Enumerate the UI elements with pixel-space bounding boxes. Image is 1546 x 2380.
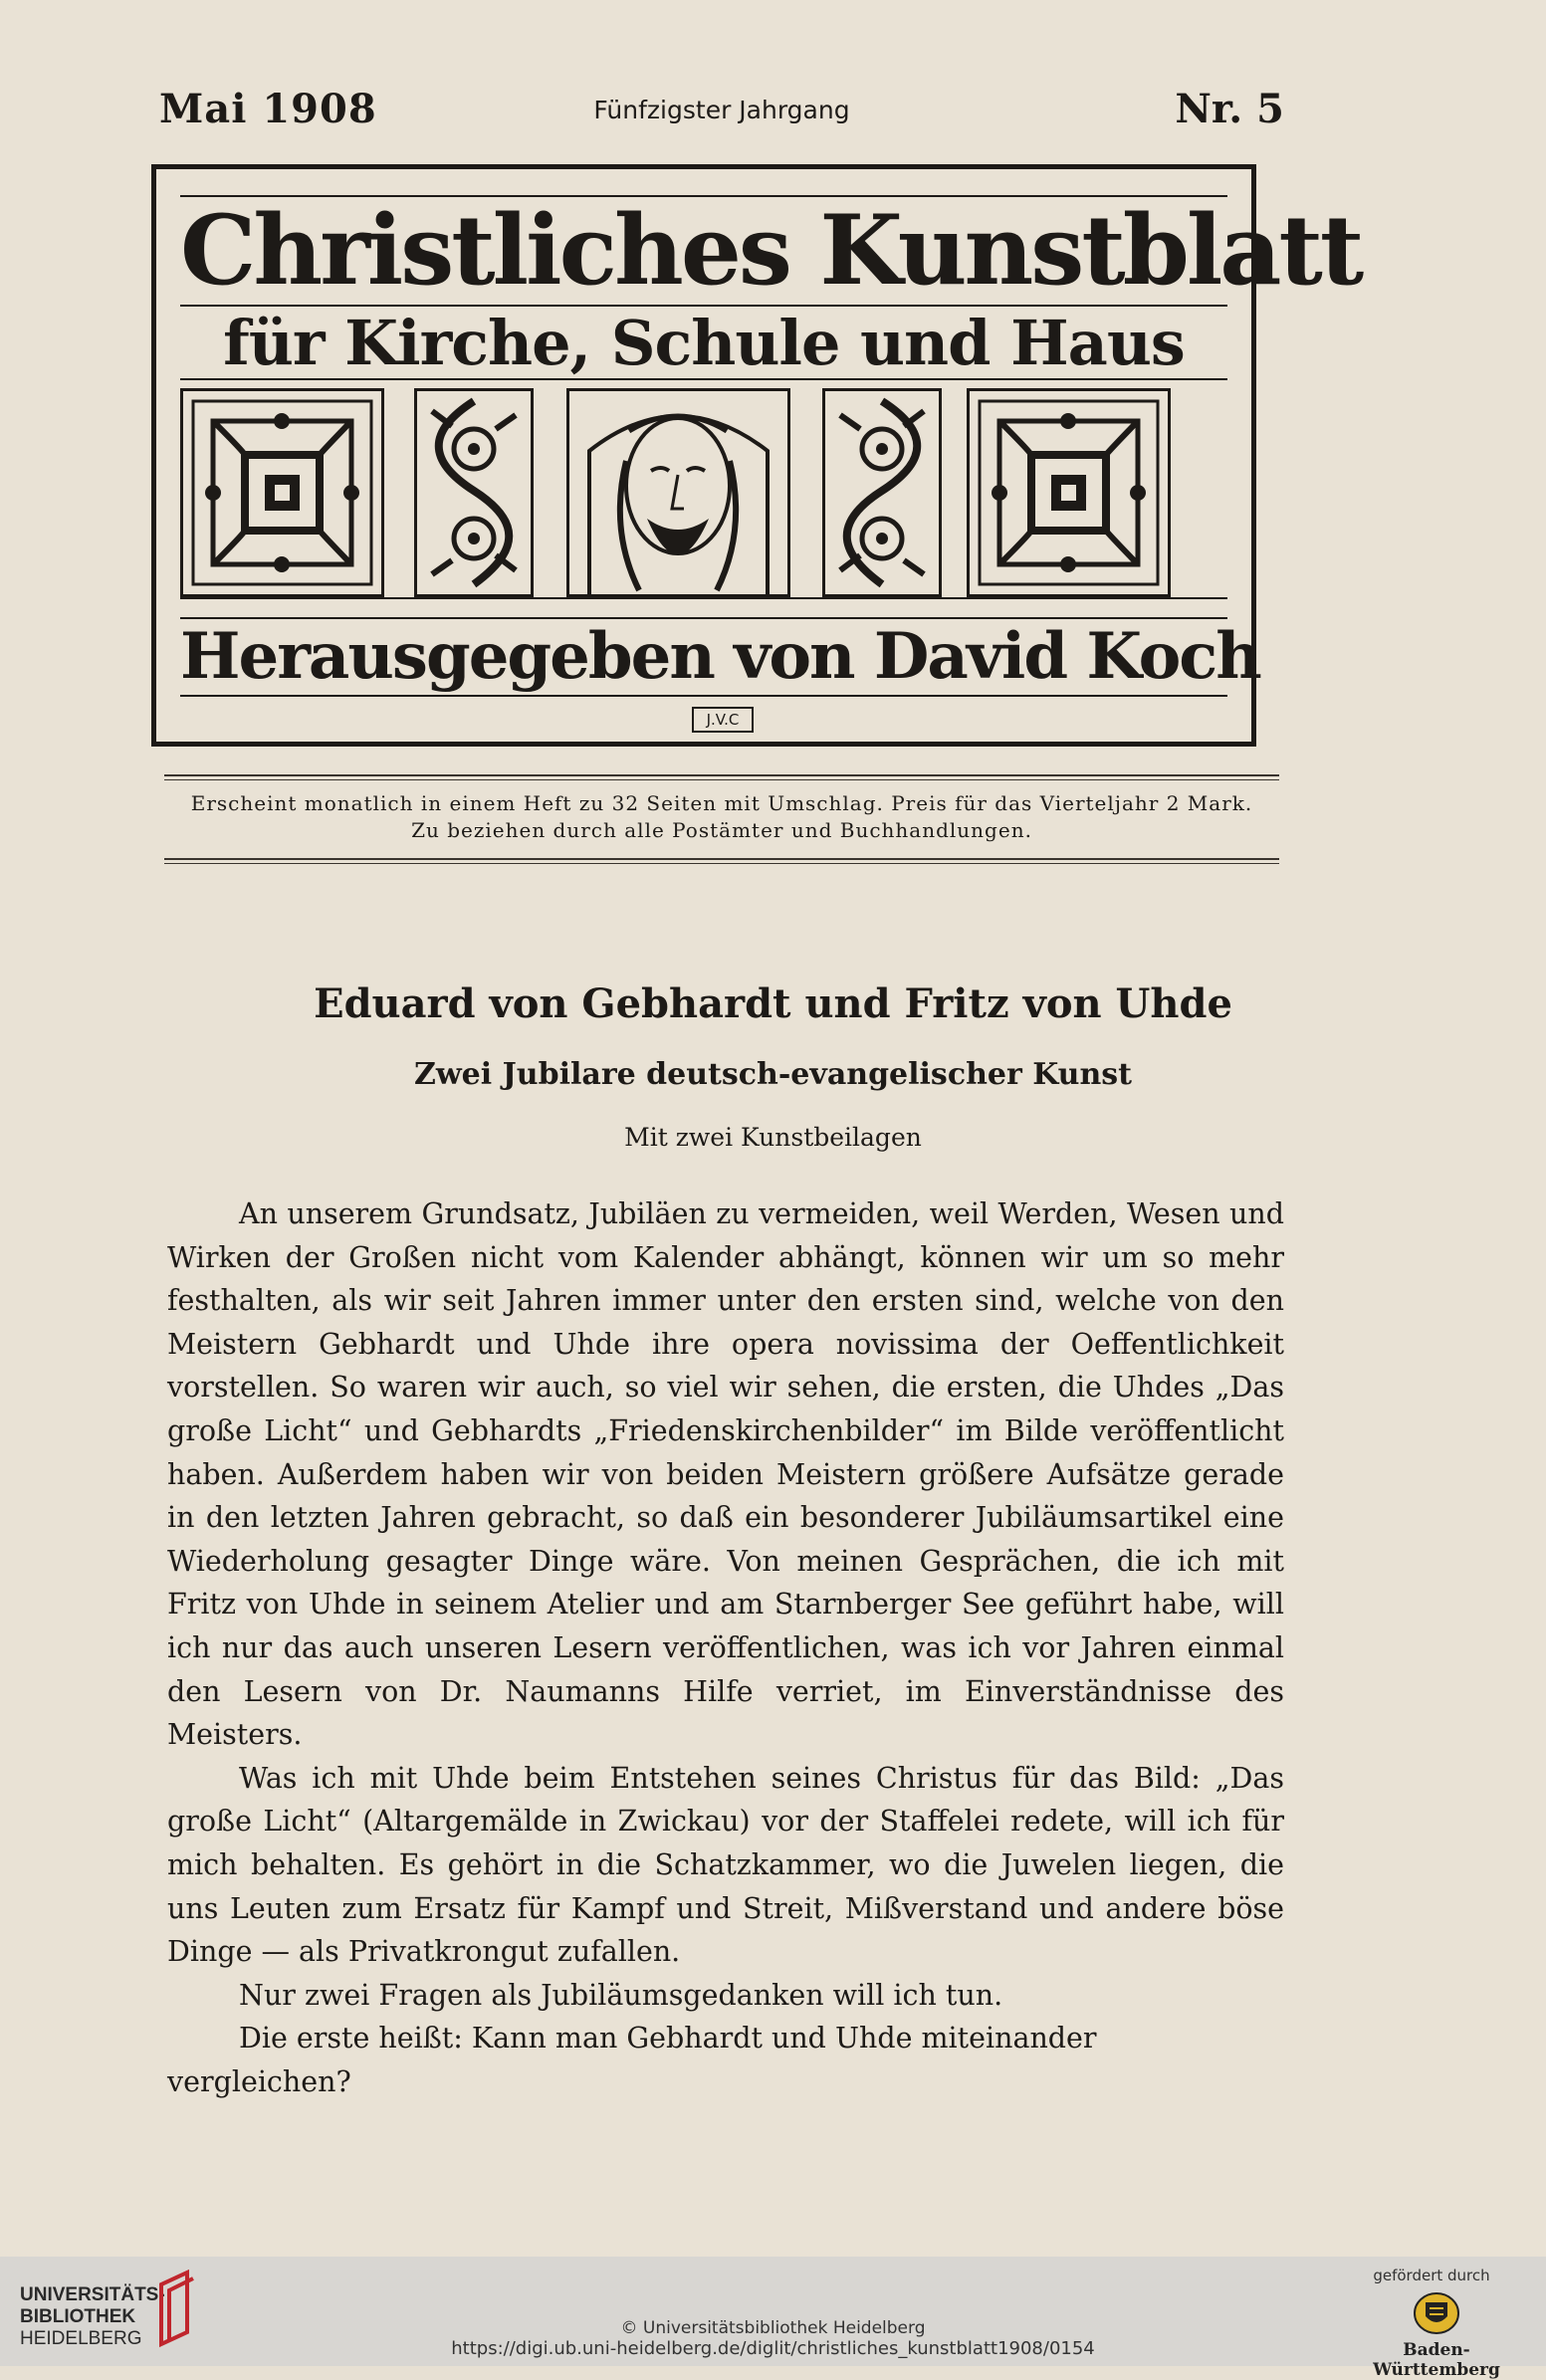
issue-number: Nr. 5 <box>1175 86 1284 132</box>
masthead-monogram: J.V.C <box>692 707 754 733</box>
article-subtitle: Zwei Jubilare deutsch-evangelischer Kunst <box>413 1057 1133 1092</box>
library-name-line: HEIDELBERG <box>20 2328 142 2349</box>
page-header <box>159 86 1284 145</box>
issue-date: Mai 1908 <box>159 86 377 132</box>
masthead-title: Christliches Kunstblatt <box>180 194 1362 307</box>
funded-by-label: gefördert durch <box>1373 2267 1490 2284</box>
ornament-panel-knot-left <box>180 388 384 597</box>
ornament-panel-vine-right <box>822 388 942 597</box>
paragraph: Die erste heißt: Kann man Gebhardt und Uhde miteinander vergleichen? <box>167 2022 1097 2098</box>
masthead-subtitle: für Kirche, Schule und Haus <box>180 309 1227 380</box>
rule-bottom <box>164 858 1279 864</box>
article-body <box>167 1192 1284 2103</box>
library-name-line: BIBLIOTHEK <box>20 2306 136 2327</box>
paragraph: An unserem Grundsatz, Jubiläen zu vermeiden, weil Werden, Wesen und Wirken der Großen nicht vom Kalender abhängt, können wir um so mehr festhalten, als wir seit Jahren immer unter den ersten sind, welche von den Meistern Gebhardt und Uhde ihre opera novissima der Oeffentlichkeit vorstellen. So waren wir auch, so viel wir sehen, die ersten, die Uhdes „Das große Licht“ und Gebhardts „Friedenskirchenbilder“ im Bilde veröffentlicht haben. Außerdem haben wir von beiden Meistern größere Aufsätze gerade in den letzten Jahren gebracht, so daß ein besonderer Jubiläumsartikel eine Wiederholung gesagter Dinge wäre. Von meinen Gesprächen, die ich mit Fritz von Uhde in seinem Atelier und am Starnberger See geführt habe, will ich nur das auch unseren Lesern veröffentlichen, was ich vor Jahren einmal den Lesern von Dr. Naumanns Hilfe verriet, im Einverständnisse des Meisters. <box>167 1197 1284 1752</box>
masthead <box>151 164 1362 747</box>
funder-name: Baden-Württemberg <box>1373 2340 1500 2380</box>
paragraph: Was ich mit Uhde beim Entstehen seines Christus für das Bild: „Das große Licht“ (Altargemälde in Zwickau) vor der Staffelei redete, will ich für mich behalten. Es gehört in die Schatzkammer, wo die Juwelen liegen, die uns Leuten zum Ersatz für Kampf und Streit, Mißverstand und andere böse Dinge — als Privatkrongut zufallen. <box>167 1761 1284 1969</box>
footer-bar <box>0 2257 1546 2380</box>
state-seal-icon <box>1412 2290 1461 2336</box>
ornament-panel-vine-left <box>414 388 534 597</box>
source-url[interactable]: https://digi.ub.uni-heidelberg.de/diglit/christliches_kunstblatt1908/0154 <box>451 2338 1095 2359</box>
article-title: Eduard von Gebhardt und Fritz von Uhde <box>314 980 1232 1027</box>
paragraph: Nur zwei Fragen als Jubiläumsgedanken will ich tun. <box>239 1978 1003 2012</box>
christ-portrait-icon <box>566 388 790 597</box>
volume-label: Fünfzigster Jahrgang <box>593 96 850 124</box>
library-name-line: UNIVERSITÄTS- <box>20 2284 165 2305</box>
ornament-panel-knot-right <box>967 388 1171 597</box>
notice-line-1: Erscheint monatlich in einem Heft zu 32 Seiten mit Umschlag. Preis für das Vierteljahr 2 Mark. <box>190 791 1253 815</box>
masthead-editor: Herausgegeben von David Koch <box>180 617 1227 697</box>
ornament-panels <box>180 388 1227 599</box>
copyright-text: © Universitätsbibliothek Heidelberg <box>620 2318 926 2338</box>
rule-top <box>164 774 1279 780</box>
notice-line-2: Zu beziehen durch alle Postämter und Buchhandlungen. <box>411 818 1032 842</box>
article-note: Mit zwei Kunstbeilagen <box>624 1123 922 1152</box>
